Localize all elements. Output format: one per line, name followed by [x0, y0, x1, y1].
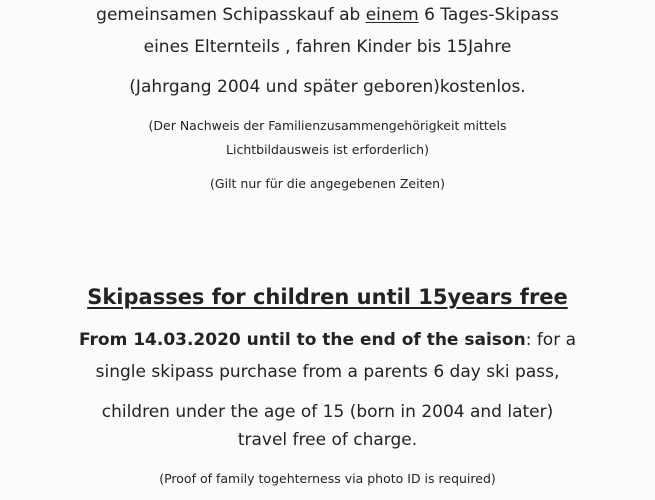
german-validity-note: (Gilt nur für die angegebenen Zeiten): [210, 176, 445, 191]
german-proof-note-line-1: (Der Nachweis der Familienzusammengehörigkeit mittels: [148, 118, 507, 133]
english-text-line-4: travel free of charge.: [237, 430, 418, 450]
english-text-line-1: [0, 331, 655, 351]
german-line-1-start: gemeinsamen Schipasskauf ab: [96, 5, 366, 25]
german-text-line-1: [0, 6, 655, 26]
english-proof-note: (Proof of family togehterness via photo ID is required): [159, 471, 496, 486]
english-line-1-rest: : for a: [525, 330, 577, 350]
german-proof-note-line-2: Lichtbildausweis ist erforderlich): [226, 142, 429, 157]
english-period: From 14.03.2020 until to the end of the saison: [78, 330, 526, 350]
german-text-line-3: (Jahrgang 2004 und später geboren)kostenlos.: [129, 77, 526, 97]
german-emphasis-einem: einem: [365, 5, 419, 25]
german-line-1-end: 6 Tages-Skipass: [418, 5, 559, 25]
german-text-line-2: eines Elternteils , fahren Kinder bis 15Jahre: [143, 37, 512, 57]
english-text-line-3: children under the age of 15 (born in 2004 and later): [101, 402, 554, 422]
english-text-line-2: single skipass purchase from a parents 6 day ski pass,: [95, 362, 560, 382]
english-heading: Skipasses for children until 15years free: [87, 285, 568, 309]
